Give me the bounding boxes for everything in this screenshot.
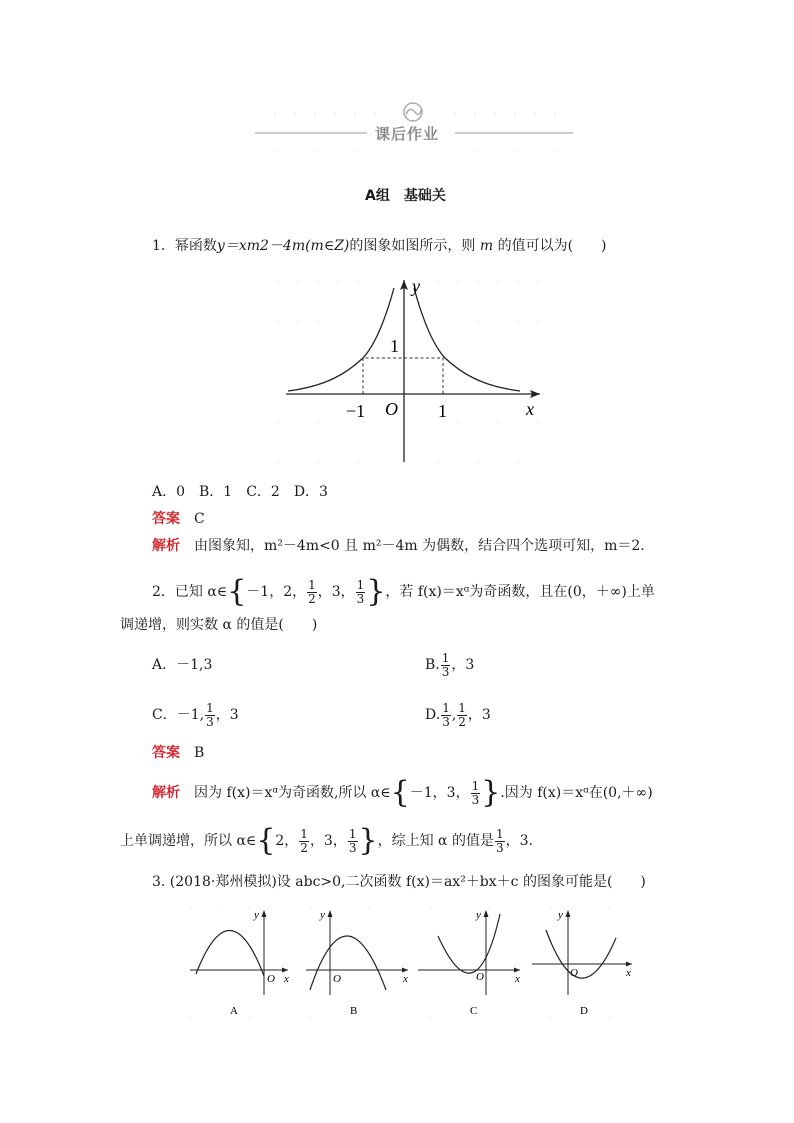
graph-b-label: B (350, 1005, 358, 1017)
svg-text:O: O (267, 973, 275, 985)
tick-label-pos1: 1 (438, 401, 447, 421)
tick-label-neg1: −1 (346, 401, 366, 421)
svg-text:x: x (403, 973, 408, 985)
question-2-option-a: A．－1,3 (152, 657, 213, 673)
stem-text: 幂函数 (174, 238, 217, 254)
answer-label: 答案 (152, 511, 180, 527)
curve-right (414, 288, 520, 391)
parabola-a (196, 930, 264, 976)
tick-label-y1: 1 (390, 336, 399, 356)
graph-a-label: A (230, 1005, 238, 1017)
origin-label: O (385, 399, 398, 419)
parabola-d (546, 930, 616, 978)
question-1-answer (152, 509, 205, 529)
question-3-graphs (180, 900, 640, 1025)
svg-text:x: x (284, 973, 289, 985)
svg-text:x: x (515, 973, 520, 985)
section-title: A组 基础关 (365, 188, 446, 204)
stem-expression: y＝xm2－4m(m∈Z) (216, 238, 350, 254)
graph-d-label: D (580, 1005, 588, 1017)
parabola-b (310, 936, 386, 990)
graph-c (418, 909, 520, 1017)
stem-text: 的值可以为( ) (497, 238, 607, 254)
svg-text:y: y (254, 909, 259, 921)
svg-text:y: y (476, 909, 481, 921)
dashed-guide (363, 358, 443, 394)
svg-text:y: y (558, 909, 563, 921)
question-1-analysis (152, 536, 645, 556)
graph-a (190, 909, 289, 1017)
graph-c-label: C (470, 1005, 478, 1017)
question-2-answer: 答案 B (152, 745, 205, 761)
graph-b (306, 909, 408, 1017)
svg-text:O: O (476, 971, 484, 983)
svg-text:y: y (320, 909, 325, 921)
svg-text:O: O (333, 973, 341, 985)
graph-d (532, 909, 632, 1017)
stem-variable: m (479, 238, 494, 254)
question-2-analysis: 解析 因为 f(x)＝xᵅ为奇函数,所以 α∈{－1，3， $\frac{1}{3}$ }.因为 f(x)＝xᵅ在(0,＋∞) (152, 775, 653, 810)
question-1-options: A．0 B．1 C．2 D．3 (152, 484, 328, 500)
question-1-stem (152, 236, 607, 256)
x-axis-label: x (526, 399, 534, 419)
question-number: 1． (152, 238, 175, 254)
question-2-option-c: C．－1, $\frac{1}{3}$ ，3 (152, 700, 239, 729)
question-2-option-d: D. $\frac{1}{3}$ , $\frac{1}{2}$ ，3 (425, 700, 491, 729)
header-banner (255, 100, 573, 160)
y-axis-label: y (412, 276, 420, 296)
question-2-option-b: B. $\frac{1}{3}$ ，3 (425, 650, 475, 679)
analysis-text: 由图象知，m²－4m<0 且 m²－4m 为偶数，结合四个选项可知，m＝2. (194, 538, 645, 554)
svg-text:x: x (626, 967, 631, 979)
question-3-stem: 3. (2018·郑州模拟)设 abc>0,二次函数 f(x)＝ax²＋bx＋c 的图象可能是( ) (152, 874, 646, 890)
banner-title: 课后作业 (375, 125, 440, 143)
question-1-graph (268, 272, 558, 472)
stem-text: 的图象如图所示，则 (349, 238, 476, 254)
analysis-label: 解析 (152, 538, 180, 554)
question-2-stem: 2．已知 α∈{－1，2， $\frac{1}{2}$ ，3， $\frac{1}{3}$ }，若 f(x)＝xᵅ为奇函数，且在(0，＋∞)上单 (152, 574, 655, 609)
question-2-stem-cont: 调递增，则实数 α 的值是( ) (120, 617, 318, 633)
question-2-analysis-cont: 上单调递增，所以 α∈{2， $\frac{1}{2}$ ，3， $\frac{1}{3}$ }，综上知 α 的值是 $\frac{1}{3}$ ，3. (120, 823, 533, 858)
answer-value: C (194, 511, 205, 527)
svg-text:O: O (570, 967, 578, 979)
curve-left (288, 288, 394, 391)
swirl-icon (404, 103, 422, 121)
parabola-c (438, 914, 500, 973)
